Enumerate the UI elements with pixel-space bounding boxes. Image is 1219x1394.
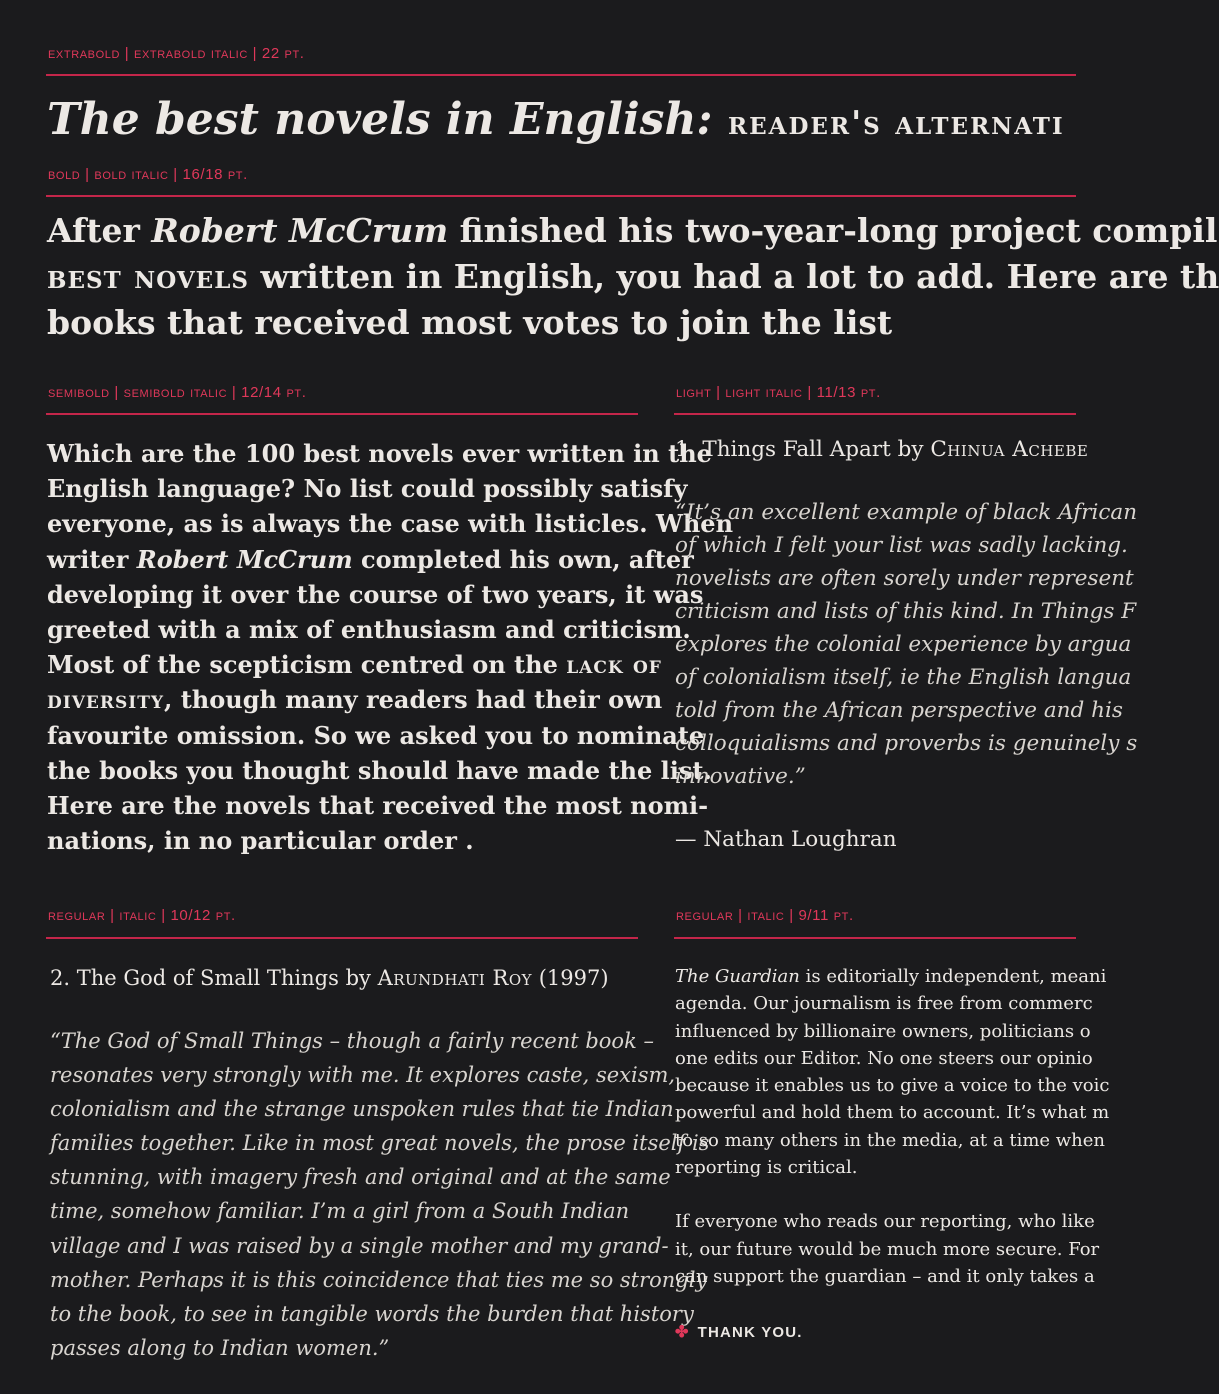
support-paragraph [675, 1208, 1109, 1290]
small-column [675, 963, 1109, 1342]
body-line: because it enables us to give a voice to the voic [675, 1075, 1110, 1097]
semibold-body [47, 436, 733, 858]
section-rule [46, 74, 1076, 76]
quote-line: innovative.” [675, 764, 806, 789]
extrabold-label: extrabold | extrabold italic | 22 pt. [48, 45, 305, 62]
quote-line: novelists are often sorely under represent [675, 566, 1134, 591]
body-line: English language? No list could possibly satisfy [47, 474, 688, 504]
body-line: powerful and hold them to account. It’s what m [675, 1102, 1110, 1124]
publication-name: The Guardian [675, 966, 800, 987]
body-line: influenced by billionaire owners, politicians o [675, 1020, 1091, 1042]
quote-line: “The God of Small Things – though a fairly recent book – [50, 1029, 654, 1053]
book-author: Chinua Achebe [930, 437, 1089, 462]
body-line: to so many others in the media, at a time when [675, 1129, 1106, 1151]
body-line: developing it over the course of two years, it was [47, 579, 704, 609]
headline-main: The best novels in English: [47, 94, 713, 145]
thank-you-text: THANK YOU. [697, 1324, 803, 1342]
intro-paragraph [47, 208, 1219, 346]
regular-label: regular | italic | 10/12 pt. [48, 907, 236, 924]
small-caps-text: lack of [566, 650, 662, 680]
body-line: reporting is critical. [675, 1157, 858, 1179]
quote-line: stunning, with imagery fresh and original and at the same [50, 1165, 671, 1190]
intro-text: books that received most votes to join the list [47, 303, 893, 342]
reader-quote-2 [50, 1024, 709, 1365]
intro-text: written in English, you had a lot to add. Here are th [249, 257, 1219, 296]
title-text: 1. Things Fall Apart by [675, 437, 931, 462]
body-line [675, 963, 1109, 990]
body-line: it, our future would be much more secure. For [675, 1238, 1100, 1260]
body-line: Here are the novels that received the most nomi- [47, 790, 709, 820]
light-column [675, 432, 1137, 857]
body-line: can support the guardian – and it only takes a [675, 1265, 1095, 1287]
title-text: 2. The God of Small Things by [50, 966, 378, 990]
thank-you-line [675, 1322, 1109, 1342]
body-line [47, 647, 733, 682]
quote-line: resonates very strongly with me. It explores caste, sexism, [50, 1063, 676, 1088]
quote-line: colloquialisms and proverbs is genuinely s [675, 731, 1138, 756]
headline [47, 92, 1065, 151]
section-rule [674, 937, 1076, 939]
bold-label: bold | bold italic | 16/18 pt. [48, 166, 248, 183]
quote-line: of colonialism itself, ie the English langua [675, 665, 1132, 690]
quote-attribution: — Nathan Loughran [675, 827, 897, 852]
intro-text: After [47, 211, 152, 250]
body-line: the books you thought should have made the list. [47, 755, 712, 785]
quote-line: time, somehow familiar. I’m a girl from a South Indian [50, 1199, 630, 1224]
section-rule [674, 413, 1076, 415]
body-text: , though many readers had their own [164, 685, 663, 715]
regular-small-label: regular | italic | 9/11 pt. [676, 907, 854, 924]
title-text: (1997) [532, 966, 609, 990]
small-caps-text: diversity [47, 685, 164, 715]
quote-line: mother. Perhaps it is this coincidence that ties me so strongly [50, 1267, 708, 1292]
quote-line: of which I felt your list was sadly lacking. [675, 533, 1128, 558]
body-text: Most of the scepticism centred on the [47, 650, 567, 680]
body-line: one edits our Editor. No one steers our opinio [675, 1047, 1093, 1069]
intro-text: finished his two-year-long project compil [448, 211, 1218, 250]
quote-line: criticism and lists of this kind. In Things F [675, 599, 1137, 624]
body-line: agenda. Our journalism is free from commerc [675, 993, 1093, 1015]
body-text: completed his own, after [352, 544, 694, 574]
quote-line: passes along to Indian women.” [50, 1335, 390, 1360]
book-title-1 [675, 432, 1137, 468]
quote-line: told from the African perspective and his [675, 698, 1123, 723]
quote-line: to the book, to see in tangible words the burden that history [50, 1301, 694, 1326]
body-line: Which are the 100 best novels ever written in the [47, 439, 712, 468]
small-caps-text: best novels [47, 257, 249, 296]
body-line: favourite omission. So we asked you to nominate [47, 720, 705, 750]
body-line: greeted with a mix of enthusiasm and criticism. [47, 614, 691, 644]
author-name: Robert McCrum [151, 211, 449, 250]
quote-line: “It’s an excellent example of black African [675, 500, 1138, 525]
section-rule [46, 195, 1076, 197]
quote-line: families together. Like in most great novels, the prose itself is [50, 1131, 710, 1156]
book-title-2 [50, 962, 709, 994]
body-text: writer [47, 544, 137, 574]
quote-line: colonialism and the strange unspoken rules that tie Indian [50, 1097, 674, 1122]
flower-icon: ✤ [675, 1324, 690, 1342]
semibold-label: semibold | semibold italic | 12/14 pt. [48, 384, 307, 401]
body-line [47, 542, 733, 577]
reader-quote-1 [675, 496, 1137, 793]
body-line: everyone, as is always the case with listicles. When [47, 509, 734, 539]
body-line: If everyone who reads our reporting, who like [675, 1211, 1095, 1233]
author-name: Robert McCrum [136, 544, 353, 574]
body-line [47, 682, 733, 717]
light-label: light | light italic | 11/13 pt. [676, 384, 881, 401]
headline-alt: reader's alternati [728, 103, 1065, 142]
body-line: nations, in no particular order . [47, 826, 474, 856]
book-author: Arundhati Roy [377, 966, 533, 990]
quote-line: explores the colonial experience by argua [675, 632, 1132, 657]
section-rule [46, 937, 638, 939]
section-rule [46, 413, 638, 415]
regular-column [50, 962, 709, 1365]
quote-line: village and I was raised by a single mother and my grand- [50, 1233, 669, 1258]
body-text: is editorially independent, meani [799, 966, 1107, 987]
